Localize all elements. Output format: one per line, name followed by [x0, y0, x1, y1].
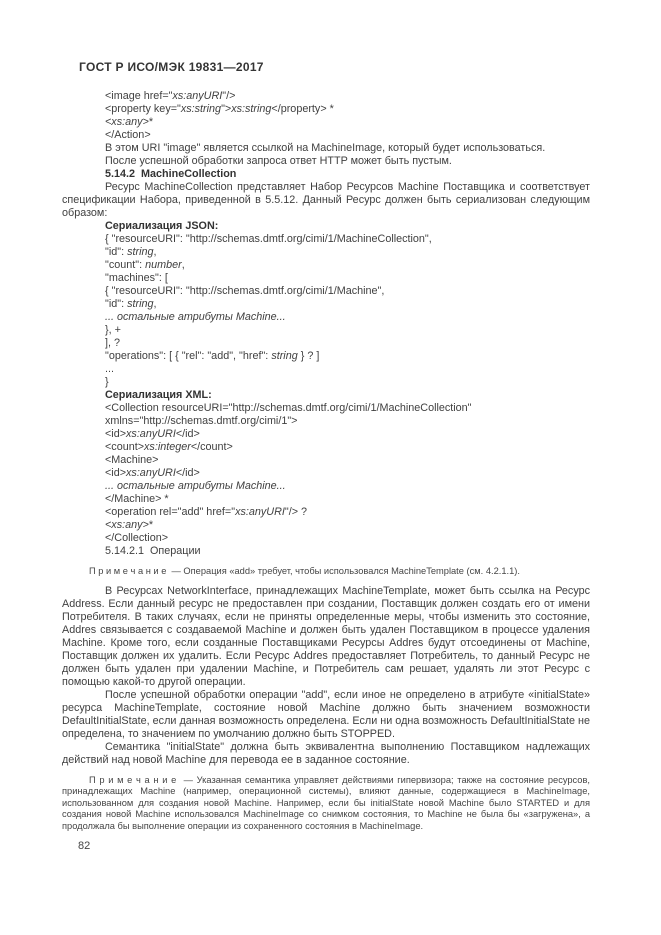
code-line: }, +: [105, 324, 121, 336]
code-line: <image href="xs:anyURI"/>: [105, 90, 236, 102]
page-number: 82: [78, 840, 91, 852]
code-line: <xs:any>*: [105, 519, 154, 531]
paragraph: Семантика "initialState" должна быть эквивалентна выполнению Поставщиком надлежащих действий над новой Machine для перевода ее в заданное состояние.: [62, 740, 590, 766]
code-line: <id>xs:anyURI</id>: [105, 428, 200, 440]
code-line: xmlns="http://schemas.dmtf.org/cimi/1">: [105, 415, 298, 427]
paragraph: В Ресурсах NetworkInterface, принадлежащих MachineTemplate, может быть ссылка на Ресурс Address. Если данный ресурс не предоставлен при создании, Поставщик должен создать его от имени Потребителя. В таких случаях, если не приняты определенные меры, чтобы изменить это состояние, Addres связывается с создаваемой Machine и должен быть удален Поставщиком в процессе удаления Machine. Кроме того, если созданные Поставщиками Ресурсы Addres будут отсоединены от Machine, Поставщик должен их удалить. Если Ресурс Addres предоставляет Потребитель, то данный Ресурс не должен быть удален при удалении Machine, и Потребитель сам решает, удалять ли этот Ресурс с помощью какой-то другой операции.: [62, 584, 590, 688]
paragraph: После успешной обработки операции "add", если иное не определено в атрибуте «initialState» ресурса MachineTemplate, состояние новой Machine должно быть значением возможности DefaultInitialState, если данная возможность определена. Если ни одна возможность DefaultInitialState не определена, то значением по умолчанию должно быть STOPPED.: [62, 688, 590, 740]
paragraph: Ресурс MachineCollection представляет Набор Ресурсов Machine Поставщика и соответствует спецификации Набора, приведенной в 5.5.12. Данный Ресурс должен быть сериализован следующим образом:: [62, 181, 590, 219]
note: П р и м е ч а н и е — Операция «add» требует, чтобы использовался MachineTemplate (см. 4.2.1.1).: [89, 566, 520, 576]
code-line: ], ?: [105, 337, 121, 349]
code-line: "count": number,: [105, 259, 185, 271]
code-line: </Action>: [105, 129, 151, 141]
section-heading: 5.14.2 MachineCollection: [105, 168, 237, 180]
code-line: "id": string,: [105, 298, 157, 310]
code-line: <xs:any>*: [105, 116, 154, 128]
code-line: { "resourceURI": "http://schemas.dmtf.org/cimi/1/MachineCollection",: [105, 233, 432, 245]
serialization-label: Сериализация XML:: [105, 389, 212, 401]
code-line: ...: [105, 363, 114, 375]
code-line: <property key="xs:string">xs:string</property> *: [105, 103, 334, 115]
serialization-label: Сериализация JSON:: [105, 220, 219, 232]
body-line: В этом URI "image" является ссылкой на MachineImage, который будет использоваться.: [105, 142, 546, 154]
code-line: "operations": [ { "rel": "add", "href": string } ? ]: [105, 350, 320, 362]
code-line: { "resourceURI": "http://schemas.dmtf.org/cimi/1/Machine",: [105, 285, 385, 297]
body-line: После успешной обработки запроса ответ HTTP может быть пустым.: [105, 155, 452, 167]
subsection-heading: 5.14.2.1 Операции: [105, 545, 201, 557]
code-line: <id>xs:anyURI</id>: [105, 467, 200, 479]
page-header: ГОСТ Р ИСО/МЭК 19831—2017: [79, 60, 264, 74]
code-line: "id": string,: [105, 246, 157, 258]
code-line: ... остальные атрибуты Machine...: [105, 480, 286, 492]
document-body: [62, 90, 590, 839]
code-line: <operation rel="add" href="xs:anyURI"/> ?: [105, 506, 308, 518]
code-line: <Machine>: [105, 454, 159, 466]
code-line: "machines": [: [105, 272, 168, 284]
code-line: <count>xs:integer</count>: [105, 441, 233, 453]
code-line: <Collection resourceURI="http://schemas.dmtf.org/cimi/1/MachineCollection": [105, 402, 472, 414]
code-line: ... остальные атрибуты Machine...: [105, 311, 286, 323]
code-line: </Machine> *: [105, 493, 169, 505]
code-line: </Collection>: [105, 532, 169, 544]
code-line: }: [105, 376, 109, 388]
note: П р и м е ч а н и е — Указанная семантика управляет действиями гипервизора; также на состояние ресурсов, принадлежащих Machine (например, операционной системы), влияют данные, содержащиеся в MachineImage, использованном для создания новой Machine. Например, если бы initialState новой Machine было STARTED и для создания новой Machine использовался MachineImage со снимком состояния, то Machine не была бы «загружена», а продолжала бы выполнение операции из сохраненного состояния в MachineImage.: [62, 774, 590, 831]
